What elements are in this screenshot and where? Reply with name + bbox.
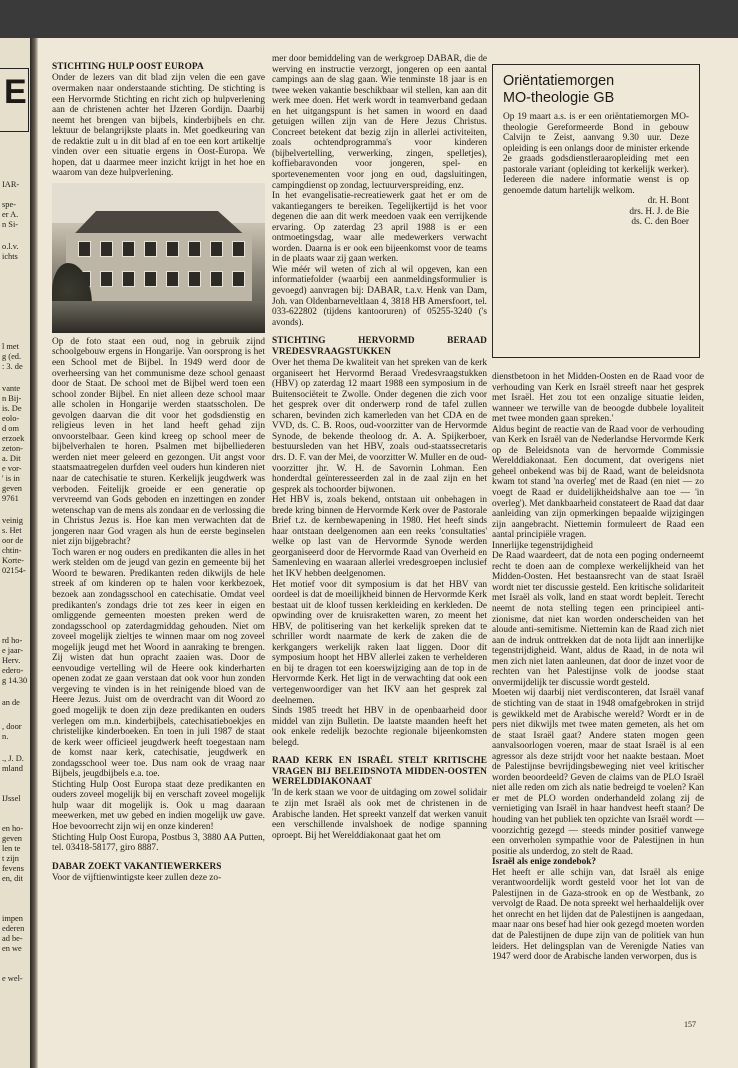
paragraph: 'In de kerk staan we voor de uitdaging om zowel solidair te zijn met Israël als ook met de christenen in de Arabische landen. Het spreekt vanzelf dat werken vanuit een verschillende invalshoek de nodige spanning oproept. Bij het Werelddiakonaat gaat het om — [272, 788, 487, 841]
text-fragment: oor de — [2, 536, 24, 545]
magazine-page — [0, 38, 738, 1068]
announcement-box — [492, 64, 700, 358]
text-fragment: 9761 — [2, 494, 19, 503]
column-2 — [272, 54, 487, 841]
text-fragment: Herv. — [2, 656, 21, 665]
paragraph: Sinds 1985 treedt het HBV in de openbaarheid door middel van zijn Bulletin. De laatste maanden heeft het ook enkele redelijk bezochte regionale bijeenkomsten belegd. — [272, 706, 487, 748]
paragraph: Het HBV is, zoals bekend, ontstaan uit onbehagen in brede kring binnen de Hervormde Kerk over de Pastorale Brief t.z. de kernbewapening in 1980. Het heeft sinds haar ontstaan deelgenomen aan een reeks 'consultaties' welke op last van de Hervormde Synode werden georganiseerd door de Hervormde Raad van Overheid en Samenleving en waaraan allerlei vredesgroepen inclusief het IKV hebben deelgenomen. — [272, 495, 487, 579]
text-fragment: a. Dit — [2, 454, 21, 463]
paragraph: Stichting Hulp Oost Europa staat deze predikanten en ouders zoveel mogelijk bij en verschaft zoveel mogelijk hulp waar dit mogelijk is. Ook u mag daaraan meewerken, met uw gebed en indien mogelijk uw gave. Hoe bevoorrecht zijn wij en onze kinderen! — [52, 779, 265, 833]
signature-1: dr. H. Bont — [647, 196, 689, 207]
page-gutter — [30, 38, 38, 1068]
text-fragment: er A. — [2, 210, 19, 219]
text-fragment: vante — [2, 384, 21, 393]
contact-address: Stichting Hulp Oost Europa, Postbus 3, 3880 AA Putten, tel. 03418-58177, giro 8887. — [52, 832, 265, 854]
text-fragment: d om — [2, 424, 19, 433]
paragraph: Moeten wij daarbij niet verdisconteren, dat Israël vanaf de stichting van de staat in 1948 omafgebroken in strijd is gewikkeld met de Arabische wereld? Wordt er in de pers niet dikwijls met twee maten gemeten, als het om de staat Israël gaat? Andere staten mogen geen aanvalsoorlogen voeren, maar de staat Israël is al een agressor als deze strijdt voor het naakte bestaan. Moet de Palestijnse bevrijdingsbeweging niet veel kritischer worden beoordeeld? Geven de claims van de PLO Israël niet alle reden om zich als natie bedreigd te voelen? Kan er met de PLO worden onderhandeld zolang zij de vernietiging van Israël in haar handvest heeft staan? De houding van het publiek ten opzichte van Israël wordt — voorzichtig gezegd — steeds minder positief vanwege een onverholen sympathie voor de Palestijnen in hun positie als underdog, zo stelt de Raad. — [492, 688, 704, 857]
text-fragment: impen — [2, 914, 23, 923]
column-3 — [492, 372, 704, 963]
text-fragment: e wel- — [2, 974, 23, 983]
text-fragment: is. De — [2, 404, 22, 413]
text-fragment: e jaar- — [2, 646, 23, 655]
heading-hulp-oost-europa: STICHTING HULP OOST EUROPA — [52, 62, 204, 72]
text-fragment: s. Het — [2, 526, 22, 535]
text-fragment: Korte- — [2, 556, 24, 565]
paragraph: De Raad waardeert, dat de nota een poging onderneemt recht te doen aan de complexe werkelijkheid van het Midden-Oosten. Het bestaansrecht van de staat Israël wordt niet ter discussie gesteld. Een kritische solidariteit met Israël als volk, land en staat wordt bepleit. Terecht neemt de nota stelling tegen een principieel anti-zionisme, dat niet kan worden onderscheiden van het aloude anti-semitisme. Niettemin kan de Raad zich niet aan de indruk onttrekken dat de nota lijdt aan innerlijke tegenstrijdigheid. Want, aldus de Raad, in de nota wil men zich niet laten aanleunen, dat door de inzet voor de rechten van het Palestijnse volk de joodse staat onvermijdelijk ter discussie wordt gesteld. — [492, 551, 704, 688]
text-fragment: chtin- — [2, 546, 22, 555]
paragraph: Over het thema De kwaliteit van het spreken van de kerk organiseert het Hervormd Beraad Vredesvraagstukken (HBV) op zaterdag 12 maart 1988 een symposium in de Buitensociëteit te Zwolle. Onder degenen die zich voor het gesprek over dit onderwerp rond de tafel zullen scharen, bevinden zich kamerleden van het CDA en de VVD, ds. C. B. Roos, oud-voorzitter van de Hervormde Synode, de bekende theoloog dr. A. A. Spijkerboer, bestuursleden van het HBV, zoals oud-staatssecretaris drs. D. F. van der Mei, de voorzitter W. Muller en de oud-voorzitter jhr. W. H. de Savornin Lohman. Een honderdtal geïnteresseerden zal in de zaal zijn en het gesprek als tochoorder bijwonen. — [272, 358, 487, 495]
text-fragment: : 3. de — [2, 362, 23, 371]
paragraph: mer door bemiddeling van de werkgroep DABAR, die de werving en instructie verzorgt, jongeren op een aantal campings aan de slag gaan. Wie tenminste 18 jaar is en twee weken vakantie beschikbaar wil stellen, kan aan dit werk mee doen. Het werk wordt in teamverband gedaan en het uitgangspunt is het samen in woord en daad getuigen willen zijn van de Here Jezus Christus. Concreet betekent dat bezig zijn in allerlei activiteiten, zoals ochtendprogramma's voor kinderen (bijbelvertelling, verwerking, zingen, spelletjes), koffiebaravonden voor jongeren, spel- en sportevenementen voor jong en oud, dagsluitingen, campingdienst op zondag, lectuurverspreiding, enz. — [272, 54, 487, 191]
previous-page-box — [0, 68, 29, 132]
text-fragment: ederen — [2, 924, 25, 933]
paragraph: Toch waren er nog ouders en predikanten die alles in het werk stelden om de jeugd van gezin en gemeente bij het Woord te bewaren. Predikanten reden dikwijls de hele streek af om kinderen op te halen voor kerkbezoek, bezoek aan zondagsschool en catechisatie. Omdat veel predikanten's zondags drie tot zes keer in eigen en omliggende gemeenten moesten preken werd de zondagsschool op zaterdagmiddag gehouden. Niet om zoveel mogelijk zieltjes te winnen maar om nog zoveel mogelijk jeugd met het Woord in aanraking te brengen. Zij wisten dat hun opracht zaaien was. Door de eenvoudige vertelling wil de Heere ook kinderharten openen zodat ze gaan verstaan dat ook voor hun zonden vergeving te vinden is in het reinigende bloed van de Heere Jezus. Juist om de overdracht van dit Woord zo goed mogelijk te doen zijn deze predikanten en ouders verlegen om m.n. kinderbijbels, catechisatieboekjes en christelijke kinderboeken. En toen in juli 1987 de staat de kerk weer officieel jeugdwerk heeft toegestaan nam de komst naar kerk, catechisatie, jeugdwerk en zondagsschool weer toe. Dus nam ook de vraag naar Bijbels, jeugdbijbels e.a. toe. — [52, 547, 265, 780]
text-fragment: len te — [2, 844, 21, 853]
paragraph: Het heeft er alle schijn van, dat Israël als enige verantwoordelijk wordt gesteld voor het lot van de Palestijnen in de Gaza-strook en op de Westbank, zo vervolgt de Raad. De nota spreekt wel herhaaldelijk over het onrecht en het lijden dat de Palestijnen is aangedaan, maar naar ons besef had hier ook gezegd moeten worden dat de Palestijnen de dupe zijn van de politiek van hun leiders. Het delingsplan van de Verenigde Naties van 1947 werd door de Arabische landen verworpen, dus is — [492, 867, 704, 963]
text-fragment: edero- — [2, 666, 24, 675]
paragraph: Aldus begint de reactie van de Raad voor de verhouding van Kerk en Israël van de Nederlandse Hervormde Kerk op de Beleidsnota van de hervormde Commissie Werelddiakonaat. Een document, dat overigens niet geheel onbekend was bij de Raad, want de beleidsnota kwam tot stand 'na overleg' met de Raad (en niet — zo voegt de Raad er duidelijkheidshalve aan toe — 'in overleg'). Met dankbaarheid constateert de Raad dat daar aanleiding van zijn opmerkingen bepaalde wijzigingen zijn aangebracht. Niettemin formuleert de Raad een aantal principiële vragen. — [492, 424, 704, 541]
signature-2: drs. H. J. de Bie — [629, 206, 689, 217]
box-title-line-1: Oriëntatiemorgen — [503, 73, 615, 89]
paragraph: In het evangelisatie-recreatiewerk gaat het er om de vakantiegangers te bereiken. Tegelijkertijd is het voor degenen die aan dit werk meedoen vaak een verrijkende ervaring. Op zaterdag 23 april 1988 is er een ontmoetingsdag, waar alle medewerkers verwacht worden. Daarna is er ook een bijeenkomst voor de teams in de plaats waar zij gaan werken. — [272, 191, 487, 265]
text-fragment: zeton- — [2, 444, 23, 453]
text-fragment: l met — [2, 342, 19, 351]
text-fragment: n. — [2, 732, 9, 741]
subheading-bold: Israël als enige zondebok? — [492, 857, 597, 868]
text-fragment: e vor- — [2, 464, 22, 473]
text-fragment: spe- — [2, 200, 16, 209]
page-number: 157 — [684, 1020, 696, 1029]
heading-raad-kerk-israel: RAAD KERK EN ISRAËL STELT KRITISCHE VRAGEN BIJ BELEIDSNOTA MIDDEN-OOSTEN WERELDDIAKONAAT — [272, 756, 487, 788]
box-body: Op 19 maart a.s. is er een oriëntatiemorgen MO-theologie Gereformeerde Bond in gebouw Calvijn te Zeist, aanvang 9.30 uur. Deze opleiding is een onlangs door de minister erkende 2e graads godsdienstleraaropleiding met een pastorale variant (opleiding tot kerkelijk werker). Iedereen die nadere informatie wenst is op genoemde datum hartelijk welkom. — [503, 112, 689, 196]
text-fragment: en, dit — [2, 874, 23, 883]
text-fragment: ad be- — [2, 934, 23, 943]
text-fragment: geven — [2, 484, 22, 493]
text-fragment: mland — [2, 764, 23, 773]
text-fragment: , door — [2, 722, 22, 731]
text-fragment: n Si- — [2, 220, 19, 229]
text-fragment: geven — [2, 834, 22, 843]
box-title — [503, 73, 689, 106]
text-fragment: n Bij- — [2, 394, 22, 403]
column-1 — [52, 62, 265, 884]
text-fragment: o.l.v. — [2, 242, 19, 251]
heading-hervormd-beraad: STICHTING HERVORMD BERAAD VREDESVRAAGSTUKKEN — [272, 336, 487, 357]
text-fragment: ' is in — [2, 474, 20, 483]
text-fragment: ., J. D. — [2, 754, 24, 763]
text-fragment: g 14.30 — [2, 676, 28, 685]
text-fragment: 02154- — [2, 566, 26, 575]
paragraph: Het motief voor dit symposium is dat het HBV van oordeel is dat de moeilijkheid binnen de Hervormde Kerk bestaat uit de kloof tussen kerkleiding en kerkleden. De opwinding over de kruisraketten waren, zo meent het HBV, de politisering van het kerkelijk spreken dat te schriller wordt naarmate de kerk de zaken die de kerkgangers werkelijk raken laat liggen. Door dit symposium hoopt het HBV allerlei zaken te verhelderen en bij te dragen tot een koerswijziging aan de top in de Hervormde Kerk. Het ligt in de verwachting dat ook een vertegenwoordiger van het IKV aan het gesprek zal deelnemen. — [272, 579, 487, 706]
school-building-photo — [52, 183, 265, 333]
paragraph: Onder de lezers van dit blad zijn velen die een gave overmaken naar onderstaande stichting. De stichting is een Hervormde Stichting en richt zich op hulpverlening aan de christenen achter het IJzeren Gordijn. Daarbij neemt het brengen van bijbels, kinderbijbels en chr. lektuur de belangrijkste plaats in. Met goedkeuring van de redaktie zult u in dit blad af en toe een kort artikeltje vinden over een situatie ergens in Oost-Europa. We hopen, dat u daarmee meer inzicht krijgt in het hoe en waarom van deze hulpverlening. — [52, 73, 265, 179]
text-fragment: an de — [2, 698, 20, 707]
paragraph: Voor de vijftienwintigste keer zullen deze zo- — [52, 873, 222, 884]
text-fragment: IAR- — [2, 180, 20, 189]
box-title-line-2: MO-theologie GB — [503, 89, 615, 106]
text-fragment: rd ho- — [2, 636, 23, 645]
paragraph: Op de foto staat een oud, nog in gebruik zijnd schoolgebouw ergens in Hongarije. Van oorsprong is het een School met de Bijbel. In 1949 werd door de overheersing van het communisme deze school genaast door de Staat. De school met de Bijbel werd toen een school zonder Bijbel. En niet alleen deze school maar alle scholen in Hongarije werden staatsscholen. De gevolgen daarvan die dit voor het godsdienstig en religieus leven in het land heeft gehad zijn onvoorstelbaar. Geen kind kreeg op school meer de bijbelverhalen te horen. Psalmen met bijbelliederen werden niet meer geleerd en gezongen. Uit angst voor staatsmaatregelen durfden veel ouders hun kinderen niet naar de catechisatie te sturen. Kerkelijk jeugdwerk was verboden. Feitelijk groeide er een generatie op vervreemd van Gods geboden en inzettingen en zonder wetenschap van de mens als zondaar en de verlossing die in Christus Jezus is. Hoe kan men verwachten dat de jongeren naar God vragen als hun de eerste beginselen niet zijn bijgebracht? — [52, 336, 265, 548]
text-fragment: veinig — [2, 516, 23, 525]
subheading: Innerlijke tegenstrijdigheid — [492, 540, 593, 551]
text-fragment: g (ed. — [2, 352, 22, 361]
text-fragment: fevens — [2, 864, 24, 873]
box-letter: E — [4, 73, 27, 111]
paragraph: Wie méér wil weten of zich al wil opgeven, kan een informatiefolder (waarbij een aanmeldingsformulier is gevoegd) aanvragen bij: DABAR, t.a.v. Henk van Dam, Joh. van Oldenbarneveltlaan 4, 3818 HB Amersfoort, tel. 033-622802 (tijdens kantooruren) of 05255-3240 ('s avonds). — [272, 264, 487, 328]
text-fragment: eolo- — [2, 414, 20, 423]
text-fragment: en ho- — [2, 824, 24, 833]
text-fragment: t zijn — [2, 854, 19, 863]
paragraph: dienstbetoon in het Midden-Oosten en de Raad voor de verhouding van Kerk en Israël streeft naar het gesprek met Israël. Het zou tot een onzalige situatie leiden, wanneer we terwille van de beoogde dubbele loyaliteit met twee monden gaan spreken.' — [492, 372, 704, 425]
text-fragment: ichts — [2, 252, 18, 261]
text-fragment: en we — [2, 944, 22, 953]
signature-3: ds. C. den Boer — [631, 217, 689, 228]
heading-dabar: DABAR ZOEKT VAKANTIEWERKERS — [52, 861, 222, 872]
text-fragment: erzoek — [2, 434, 25, 443]
previous-page-column-fragment — [0, 38, 30, 1068]
text-fragment: IJssel — [2, 794, 21, 803]
